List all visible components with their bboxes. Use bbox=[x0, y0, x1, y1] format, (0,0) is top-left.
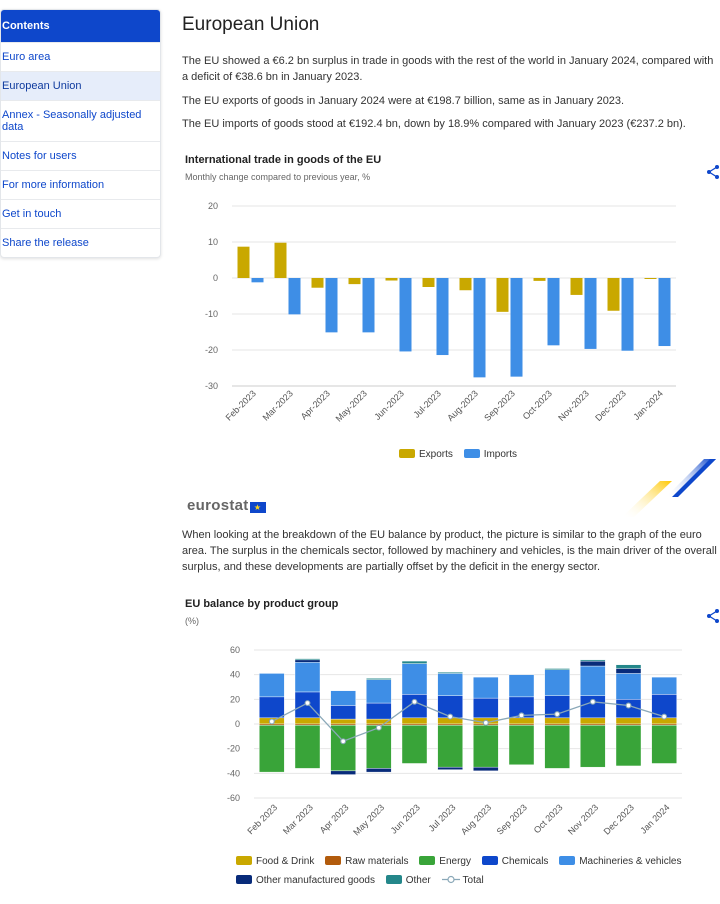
legend-other-manufactured-swatch bbox=[236, 875, 252, 884]
machineries-vehicles-segment bbox=[366, 680, 391, 703]
machineries-vehicles-segment bbox=[259, 673, 284, 696]
sidebar-item-share-release[interactable]: Share the release bbox=[1, 228, 160, 257]
energy-segment bbox=[259, 725, 284, 772]
chart2-share-icon[interactable] bbox=[706, 608, 720, 624]
x-tick-label: Sep-2023 bbox=[482, 388, 517, 424]
x-tick-label: Dec-2023 bbox=[593, 388, 628, 424]
legend-energy-swatch bbox=[419, 856, 435, 865]
legend-chemicals-swatch bbox=[482, 856, 498, 865]
machineries-vehicles-segment bbox=[616, 673, 641, 699]
legend-other[interactable] bbox=[386, 875, 431, 886]
machineries-vehicles-segment bbox=[509, 675, 534, 697]
x-tick-label: Nov-2023 bbox=[556, 388, 591, 424]
eurostat-swoosh-icon bbox=[620, 457, 720, 519]
x-tick-label: May-2023 bbox=[333, 388, 369, 424]
x-tick-label: Sep 2023 bbox=[494, 802, 529, 837]
exports-bar bbox=[349, 278, 361, 284]
other-segment bbox=[580, 660, 605, 661]
food-drink-segment bbox=[331, 719, 356, 724]
legend-total[interactable] bbox=[442, 875, 484, 886]
exports-bar bbox=[423, 278, 435, 287]
y-tick-label: -10 bbox=[204, 309, 218, 319]
legend-imports[interactable] bbox=[464, 449, 517, 460]
total-point bbox=[305, 701, 310, 706]
chemicals-segment bbox=[473, 698, 498, 718]
machineries-vehicles-segment bbox=[473, 677, 498, 698]
machineries-vehicles-segment bbox=[580, 666, 605, 696]
other-manufactured-goods-segment bbox=[438, 767, 463, 769]
eurostat-logo-text: eurostat bbox=[187, 497, 249, 514]
imports-bar bbox=[511, 278, 523, 377]
other-segment bbox=[438, 672, 463, 673]
food-drink-segment bbox=[509, 718, 534, 724]
sidebar-item-euro-area[interactable]: Euro area bbox=[1, 42, 160, 71]
y-tick-label: -20 bbox=[226, 743, 240, 754]
machineries-vehicles-segment bbox=[295, 662, 320, 692]
imports-bar bbox=[252, 278, 264, 282]
x-tick-label: Dec 2023 bbox=[601, 802, 636, 837]
x-tick-label: Jul-2023 bbox=[411, 388, 443, 420]
imports-bar bbox=[622, 278, 634, 351]
legend-total-swatch bbox=[442, 875, 460, 884]
x-tick-label: Jun 2023 bbox=[388, 802, 422, 836]
legend-exports[interactable] bbox=[399, 449, 453, 460]
total-point bbox=[448, 714, 453, 719]
total-point bbox=[555, 712, 560, 717]
x-tick-label: May 2023 bbox=[351, 802, 387, 838]
exports-bar bbox=[238, 247, 250, 278]
food-drink-segment bbox=[402, 718, 427, 724]
x-tick-label: Feb-2023 bbox=[223, 388, 258, 423]
sidebar-item-european-union[interactable]: European Union bbox=[1, 71, 160, 100]
x-tick-label: Jul 2023 bbox=[426, 802, 458, 834]
x-tick-label: Nov 2023 bbox=[565, 802, 601, 837]
exports-bar bbox=[386, 278, 398, 281]
energy-segment bbox=[438, 725, 463, 767]
total-point bbox=[269, 719, 274, 724]
other-segment bbox=[366, 678, 391, 679]
food-drink-segment bbox=[616, 718, 641, 724]
food-drink-segment bbox=[580, 718, 605, 724]
x-tick-label: Oct-2023 bbox=[520, 388, 554, 422]
x-tick-label: Jun-2023 bbox=[372, 388, 406, 422]
other-segment bbox=[402, 661, 427, 663]
y-tick-label: 40 bbox=[229, 669, 240, 680]
machineries-vehicles-segment bbox=[545, 670, 570, 696]
other-manufactured-goods-segment bbox=[473, 767, 498, 771]
y-tick-label: -60 bbox=[226, 793, 240, 803]
x-tick-label: Apr-2023 bbox=[298, 388, 332, 422]
exports-bar bbox=[571, 278, 583, 295]
legend-food-drink[interactable] bbox=[236, 856, 314, 867]
legend-raw-materials[interactable] bbox=[325, 856, 408, 867]
page-title: European Union bbox=[182, 14, 320, 35]
food-drink-segment bbox=[295, 718, 320, 724]
legend-raw-materials-swatch bbox=[325, 856, 341, 865]
other-segment bbox=[616, 665, 641, 669]
energy-segment bbox=[652, 725, 677, 763]
imports-bar bbox=[548, 278, 560, 345]
total-point bbox=[590, 699, 595, 704]
total-point bbox=[483, 720, 488, 725]
imports-bar bbox=[437, 278, 449, 355]
other-manufactured-goods-segment bbox=[295, 660, 320, 662]
trade-chart bbox=[182, 190, 720, 440]
energy-segment bbox=[545, 725, 570, 768]
other-manufactured-goods-segment bbox=[366, 768, 391, 772]
chart2-subtitle: (%) bbox=[185, 616, 199, 626]
legend-raw-materials-label: Raw materials bbox=[345, 856, 409, 867]
legend-machinery-swatch bbox=[559, 856, 575, 865]
energy-segment bbox=[509, 725, 534, 764]
x-tick-label: Aug-2023 bbox=[445, 388, 480, 424]
legend-other-swatch bbox=[386, 875, 402, 884]
y-tick-label: 20 bbox=[229, 694, 240, 705]
paragraph-surplus: The EU showed a €6.2 bn surplus in trade in goods with the rest of the world in January 2024, compared with a deficit of €38.6 bn in January 2023. bbox=[182, 55, 714, 83]
imports-bar bbox=[289, 278, 301, 314]
exports-bar bbox=[312, 278, 324, 288]
legend-chemicals-label: Chemicals bbox=[501, 856, 549, 867]
legend-imports-swatch bbox=[464, 449, 480, 458]
total-point bbox=[341, 739, 346, 744]
y-tick-label: 0 bbox=[234, 719, 240, 729]
energy-segment bbox=[580, 725, 605, 767]
exports-bar bbox=[608, 278, 620, 311]
legend-exports-swatch bbox=[399, 449, 415, 458]
paragraph-exports: The EU exports of goods in January 2024 were at €198.7 billion, same as in January 2023. bbox=[182, 95, 625, 107]
total-point bbox=[412, 699, 417, 704]
other-segment bbox=[545, 669, 570, 670]
chemicals-segment bbox=[259, 697, 284, 718]
y-tick-label: 10 bbox=[207, 237, 218, 247]
exports-bar bbox=[460, 278, 472, 290]
eurostat-logo bbox=[187, 497, 266, 514]
chart1-legend bbox=[399, 449, 525, 460]
energy-segment bbox=[616, 725, 641, 766]
y-tick-label: 0 bbox=[212, 273, 218, 283]
energy-segment bbox=[473, 725, 498, 767]
total-point bbox=[662, 714, 667, 719]
y-tick-label: -20 bbox=[204, 345, 218, 355]
sidebar-item-more-information[interactable]: For more information bbox=[1, 170, 160, 199]
exports-bar bbox=[275, 243, 287, 278]
sidebar-item-notes-for-users[interactable]: Notes for users bbox=[1, 141, 160, 170]
total-point bbox=[376, 725, 381, 730]
product-balance-chart bbox=[182, 638, 720, 853]
x-tick-label: Aug 2023 bbox=[458, 802, 494, 837]
exports-bar bbox=[534, 278, 546, 281]
x-tick-label: Apr 2023 bbox=[317, 802, 351, 836]
exports-bar bbox=[645, 278, 657, 279]
imports-bar bbox=[363, 278, 375, 332]
other-manufactured-goods-segment bbox=[331, 771, 356, 775]
total-point bbox=[519, 713, 524, 718]
y-tick-label: -30 bbox=[204, 381, 218, 391]
legend-chemicals[interactable] bbox=[482, 856, 549, 867]
imports-bar bbox=[474, 278, 486, 377]
food-drink-segment bbox=[545, 718, 570, 724]
other-segment bbox=[295, 659, 320, 660]
imports-bar bbox=[400, 278, 412, 351]
chart2-legend-row2 bbox=[236, 875, 492, 886]
chart1-subtitle: Monthly change compared to previous year, % bbox=[185, 172, 371, 182]
paragraph-breakdown: When looking at the breakdown of the EU balance by product, the picture is similar to the graph of the euro area. The surplus in the chemicals sector, followed by machinery and vehicles, is the main driver of the overall surplus, and these developments are partially offset by the deficit in the energy sector. bbox=[182, 529, 717, 573]
y-tick-label: 60 bbox=[229, 645, 240, 655]
contents-header: Contents bbox=[1, 10, 160, 42]
energy-segment bbox=[402, 725, 427, 763]
exports-bar bbox=[497, 278, 509, 312]
legend-machinery[interactable] bbox=[559, 856, 681, 867]
eu-flag-icon: ★ bbox=[250, 502, 266, 513]
contents-sidebar bbox=[0, 9, 161, 258]
legend-other-manufactured-label: Other manufactured goods bbox=[256, 875, 375, 886]
legend-energy[interactable] bbox=[419, 856, 471, 867]
sidebar-item-annex[interactable]: Annex - Seasonally adjusted data bbox=[1, 100, 160, 141]
legend-other-manufactured[interactable] bbox=[236, 875, 375, 886]
x-tick-label: Jan 2024 bbox=[638, 802, 672, 836]
legend-energy-label: Energy bbox=[439, 856, 471, 867]
machineries-vehicles-segment bbox=[652, 677, 677, 694]
chemicals-segment bbox=[331, 706, 356, 720]
x-tick-label: Feb 2023 bbox=[245, 802, 280, 837]
machineries-vehicles-segment bbox=[438, 673, 463, 695]
legend-total-label: Total bbox=[462, 875, 484, 886]
y-tick-label: 20 bbox=[207, 201, 218, 211]
chart2-legend bbox=[236, 856, 681, 867]
total-point bbox=[626, 703, 631, 708]
legend-food-drink-label: Food & Drink bbox=[256, 856, 315, 867]
x-tick-label: Mar-2023 bbox=[260, 388, 295, 423]
imports-bar bbox=[585, 278, 597, 349]
y-tick-label: -40 bbox=[226, 768, 240, 779]
x-tick-label: Jan-2024 bbox=[631, 388, 665, 422]
machineries-vehicles-segment bbox=[331, 691, 356, 706]
energy-segment bbox=[295, 725, 320, 768]
legend-machinery-label: Machineries & vehicles bbox=[579, 856, 682, 867]
sidebar-item-get-in-touch[interactable]: Get in touch bbox=[1, 199, 160, 228]
legend-other-label: Other bbox=[405, 875, 431, 886]
other-manufactured-goods-segment bbox=[580, 661, 605, 666]
chemicals-segment bbox=[366, 703, 391, 719]
legend-imports-label: Imports bbox=[483, 449, 518, 460]
paragraph-imports: The EU imports of goods stood at €192.4 bn, down by 18.9% compared with January 2023 (€237.2 bn). bbox=[182, 118, 686, 130]
chart2-title: EU balance by product group bbox=[185, 598, 339, 610]
x-tick-label: Mar 2023 bbox=[280, 802, 315, 837]
legend-exports-label: Exports bbox=[419, 449, 453, 460]
x-tick-label: Oct 2023 bbox=[531, 802, 565, 836]
legend-food-drink-swatch bbox=[236, 856, 252, 865]
chart1-title: International trade in goods of the EU bbox=[185, 154, 382, 166]
machineries-vehicles-segment bbox=[402, 664, 427, 695]
other-manufactured-goods-segment bbox=[616, 669, 641, 674]
chart1-share-icon[interactable] bbox=[706, 164, 720, 180]
imports-bar bbox=[326, 278, 338, 332]
imports-bar bbox=[659, 278, 671, 346]
